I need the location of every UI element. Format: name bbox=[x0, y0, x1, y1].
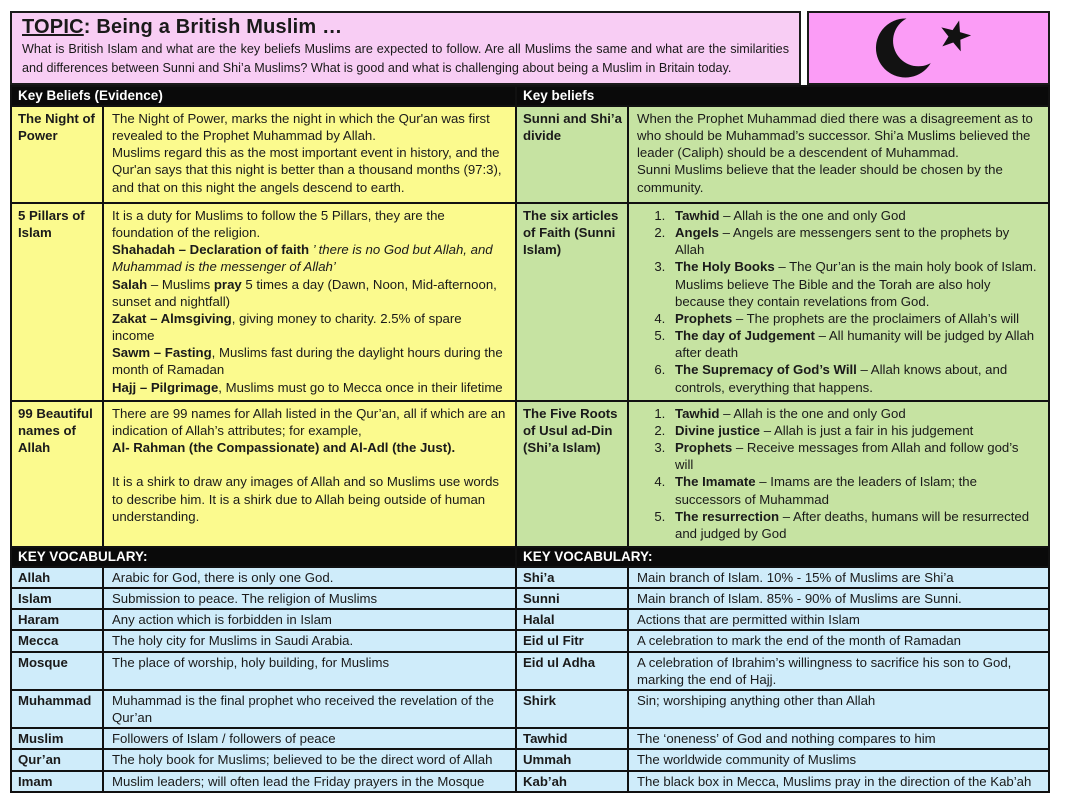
vocab-term-islam: Islam bbox=[12, 589, 102, 608]
vocab-def-tawhid: The ‘oneness’ of God and nothing compares to him bbox=[629, 729, 1048, 748]
beliefs-header-left: Key Beliefs (Evidence) bbox=[12, 87, 515, 105]
vocab-term-ummah: Ummah bbox=[517, 750, 627, 769]
beliefs-header-right: Key beliefs bbox=[517, 87, 1048, 105]
belief-def-five-pillars: It is a duty for Muslims to follow the 5 Pillars, they are the foundation of the religion. Shahadah – Declaration of faith ’ there is no God but Allah, and Muhammad is the messenger of Allah’ Salah – Muslims pray 5 times a day (Dawn, Noon, Mid-afternoon, sunset and nightfall) Zakat – Almsgiving, giving money to charity. 2.5% of spare income Sawm – Fasting, Muslims fast during the daylight hours during the month of Ramadan Hajj – Pilgrimage, Muslims must go to Mecca once in their lifetime bbox=[104, 204, 515, 400]
topic-title-text: : Being a British Muslim … bbox=[83, 16, 343, 38]
vocab-def-mosque: The place of worship, holy building, for Muslims bbox=[104, 653, 515, 689]
sheet-inner bbox=[10, 11, 1050, 793]
belief-term-five-roots: The Five Roots of Usul ad-Din (Shi’a Islam) bbox=[517, 402, 627, 546]
belief-term-99-names: 99 Beautiful names of Allah bbox=[12, 402, 102, 546]
vocab-term-eid-ul-fitr: Eid ul Fitr bbox=[517, 631, 627, 650]
vocab-def-eid-ul-fitr: A celebration to mark the end of the month of Ramadan bbox=[629, 631, 1048, 650]
topic-header-row bbox=[10, 11, 1050, 85]
crescent-and-star-icon bbox=[845, 15, 1013, 81]
vocab-term-shirk: Shirk bbox=[517, 691, 627, 727]
vocab-term-allah: Allah bbox=[12, 568, 102, 587]
belief-term-six-articles: The six articles of Faith (Sunni Islam) bbox=[517, 204, 627, 400]
vocab-term-shia: Shi’a bbox=[517, 568, 627, 587]
belief-def-sunni-shia-divide: When the Prophet Muhammad died there was a disagreement as to who should be Muhammad’s successor. Shi’a Muslims believed the leader (Caliph) should be a descendent of Muhammad. Sunni Muslims believe that the leader should be chosen by the community. bbox=[629, 107, 1048, 202]
vocab-header-left: KEY VOCABULARY: bbox=[12, 548, 515, 566]
belief-term-sunni-shia-divide: Sunni and Shi’a divide bbox=[517, 107, 627, 202]
vocab-def-eid-ul-adha: A celebration of Ibrahim’s willingness to sacrifice his son to God, marking the end of Hajj. bbox=[629, 653, 1048, 689]
vocab-header-right: KEY VOCABULARY: bbox=[517, 548, 1048, 566]
belief-def-five-roots: 1. Tawhid – Allah is the one and only God 2. Divine justice – Allah is just a fair in his judgement 3. Prophets – Receive messages from Allah and follow god’s will 4. The Imamate – Imams are the leaders of Islam; the successors of Muhammad 5. The resurrection – After deaths, humans will be resurrected and judged by God bbox=[629, 402, 1048, 546]
vocab-def-imam: Muslim leaders; will often lead the Friday prayers in the Mosque bbox=[104, 772, 515, 791]
vocab-term-mosque: Mosque bbox=[12, 653, 102, 689]
vocab-def-shia: Main branch of Islam. 10% - 15% of Muslims are Shi’a bbox=[629, 568, 1048, 587]
vocab-def-ummah: The worldwide community of Muslims bbox=[629, 750, 1048, 769]
vocab-def-sunni: Main branch of Islam. 85% - 90% of Muslims are Sunni. bbox=[629, 589, 1048, 608]
topic-label: TOPIC bbox=[22, 16, 84, 38]
vocab-def-shirk: Sin; worshiping anything other than Allah bbox=[629, 691, 1048, 727]
vocab-term-halal: Halal bbox=[517, 610, 627, 629]
vocab-term-imam: Imam bbox=[12, 772, 102, 791]
vocab-term-muhammad: Muhammad bbox=[12, 691, 102, 727]
belief-term-night-of-power: The Night of Power bbox=[12, 107, 102, 202]
vocab-term-muslim: Muslim bbox=[12, 729, 102, 748]
islam-symbol-box bbox=[807, 11, 1050, 85]
vocab-def-halal: Actions that are permitted within Islam bbox=[629, 610, 1048, 629]
topic-box bbox=[10, 11, 801, 85]
vocab-def-mecca: The holy city for Muslims in Saudi Arabia. bbox=[104, 631, 515, 650]
main-table bbox=[10, 85, 1050, 793]
vocab-def-haram: Any action which is forbidden in Islam bbox=[104, 610, 515, 629]
vocab-def-muslim: Followers of Islam / followers of peace bbox=[104, 729, 515, 748]
vocab-def-allah: Arabic for God, there is only one God. bbox=[104, 568, 515, 587]
belief-term-five-pillars: 5 Pillars of Islam bbox=[12, 204, 102, 400]
belief-def-six-articles: 1. Tawhid – Allah is the one and only God 2. Angels – Angels are messengers sent to the prophets by Allah 3. The Holy Books – The Qur’an is the main holy book of Islam. Muslims believe The Bible and the Torah are also holy because they contain revelations from God. 4. Prophets – The prophets are the proclaimers of Allah’s will 5. The day of Judgement – All humanity will be judged by Allah after death 6. The Supremacy of God’s Will – Allah knows about, and controls, everything that happens. bbox=[629, 204, 1048, 400]
vocab-term-sunni: Sunni bbox=[517, 589, 627, 608]
vocab-def-kabah: The black box in Mecca, Muslims pray in the direction of the Kab’ah bbox=[629, 772, 1048, 791]
vocab-term-mecca: Mecca bbox=[12, 631, 102, 650]
vocab-def-islam: Submission to peace. The religion of Muslims bbox=[104, 589, 515, 608]
vocab-term-kabah: Kab’ah bbox=[517, 772, 627, 791]
vocab-term-haram: Haram bbox=[12, 610, 102, 629]
vocab-def-quran: The holy book for Muslims; believed to be the direct word of Allah bbox=[104, 750, 515, 769]
vocab-term-tawhid: Tawhid bbox=[517, 729, 627, 748]
vocab-def-muhammad: Muhammad is the final prophet who received the revelation of the Qur’an bbox=[104, 691, 515, 727]
vocab-term-eid-ul-adha: Eid ul Adha bbox=[517, 653, 627, 689]
belief-def-night-of-power: The Night of Power, marks the night in which the Qur'an was first revealed to the Prophet Muhammad by Allah. Muslims regard this as the most important event in history, and the Qur'an says that this night is better than a thousand months (97:3), and that on this night the angels descend to earth. bbox=[104, 107, 515, 202]
topic-description: What is British Islam and what are the key beliefs Muslims are expected to follow. Are all Muslims the same and what are the similarities and differences between Sunni and Shi’a Muslims? What is good and what is challenging about being a Muslim in Britain today. bbox=[22, 42, 789, 75]
vocab-term-quran: Qur’an bbox=[12, 750, 102, 769]
topic-title bbox=[22, 16, 789, 39]
belief-def-99-names: There are 99 names for Allah listed in the Qur’an, all if which are an indication of Allah’s attributes; for example, Al- Rahman (the Compassionate) and Al-Adl (the Just). It is a shirk to draw any images of Allah and so Muslims use words to describe him. It is a shirk due to Allah being outside of human understanding. bbox=[104, 402, 515, 546]
